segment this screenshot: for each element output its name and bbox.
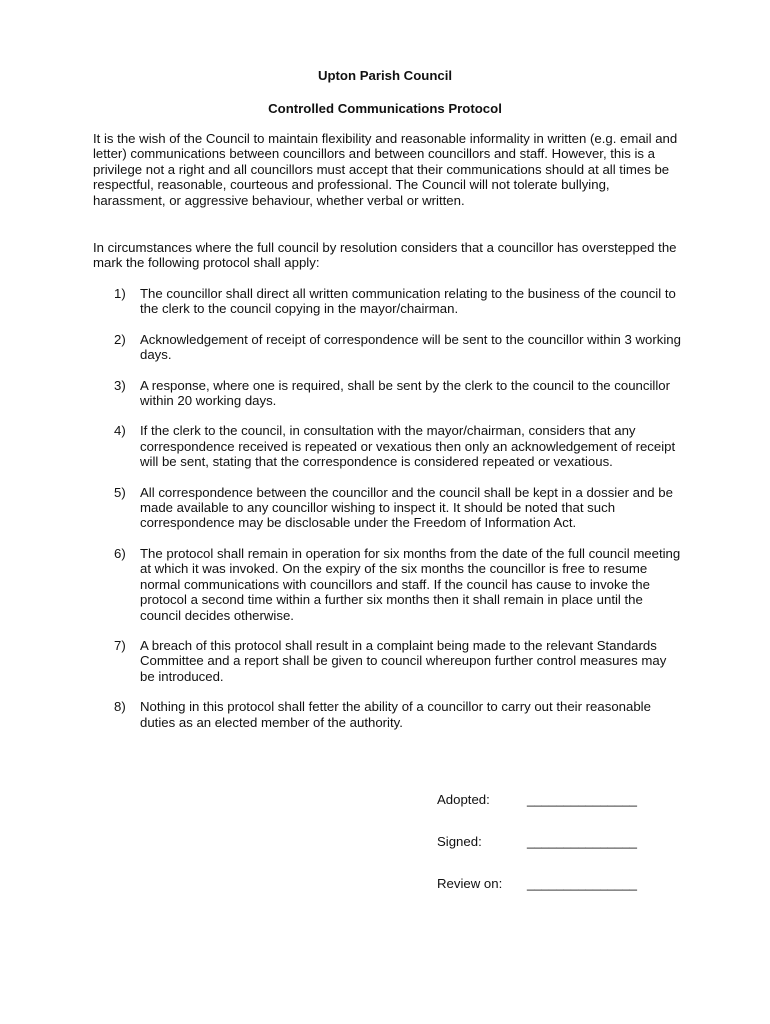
adopted-signature-line: _______________ [527,792,638,807]
document-subtitle: Controlled Communications Protocol [268,101,502,116]
item-number: 6) [114,545,126,561]
item-text: A response, where one is required, shall be sent by the clerk to the council to the councillor within 20 working days. [140,377,670,409]
list-item [93,485,683,531]
adopted-label: Adopted: [437,792,490,807]
review-label: Review on: [437,876,503,891]
list-item [93,423,683,469]
review-row [437,876,687,892]
review-signature-line: _______________ [527,876,638,891]
item-number: 3) [114,377,126,393]
item-number: 4) [114,423,126,439]
list-item [93,286,683,317]
item-text: Acknowledgement of receipt of correspondence will be sent to the councillor within 3 working days. [140,331,681,363]
item-text: All correspondence between the councillor and the council shall be kept in a dossier and be made available to any councillor wishing to inspect it. It should be noted that such correspondence may be disclosable under the Freedom of Information Act. [140,484,673,531]
item-text: If the clerk to the council, in consultation with the mayor/chairman, considers that any correspondence received is repeated or vexatious then only an acknowledgement of receipt will be sent, stating that the correspondence is considered repeated or vexatious. [140,423,676,470]
signature-block [437,792,687,918]
item-number: 7) [114,637,126,653]
adopted-row [437,792,687,808]
list-item [93,638,683,684]
item-text: The protocol shall remain in operation for six months from the date of the full council meeting at which it was invoked. On the expiry of the six months the councillor is free to resume normal communications with councillors and staff. If the council has cause to invoke the protocol a second time within a further six months then it shall remain in place until the council decides otherwise. [140,545,681,623]
item-number: 2) [114,331,126,347]
conditions-paragraph: In circumstances where the full council by resolution considers that a councillor has overstepped the mark the following protocol shall apply: [93,240,677,271]
item-number: 8) [114,699,126,715]
list-item [93,699,683,730]
document-title: Upton Parish Council [317,68,453,83]
signed-label: Signed: [437,834,482,849]
item-number: 1) [114,286,126,301]
signed-signature-line: _______________ [527,834,638,849]
item-text: A breach of this protocol shall result in a complaint being made to the relevant Standards Committee and a report shall be given to council whereupon further control measures may be introduced. [140,637,667,684]
list-item [93,546,683,623]
signed-row [437,834,687,850]
intro-paragraph: It is the wish of the Council to maintain flexibility and reasonable informality in written (e.g. email and letter) communications between councillors and between councillors and staff. However, this is a privilege not a right and all councillors must accept that their communications should at all times be respectful, reasonable, courteous and professional. The Council will not tolerate bullying, harassment, or aggressive behaviour, whether verbal or written. [93,131,678,208]
item-text: Nothing in this protocol shall fetter the ability of a councillor to carry out their reasonable duties as an elected member of the authority. [140,699,651,730]
list-item [93,378,683,409]
list-item [93,332,683,363]
protocol-list [93,286,683,745]
item-text: The councillor shall direct all written communication relating to the business of the council to the clerk to the council copying in the mayor/chairman. [140,286,676,317]
item-number: 5) [114,484,126,500]
